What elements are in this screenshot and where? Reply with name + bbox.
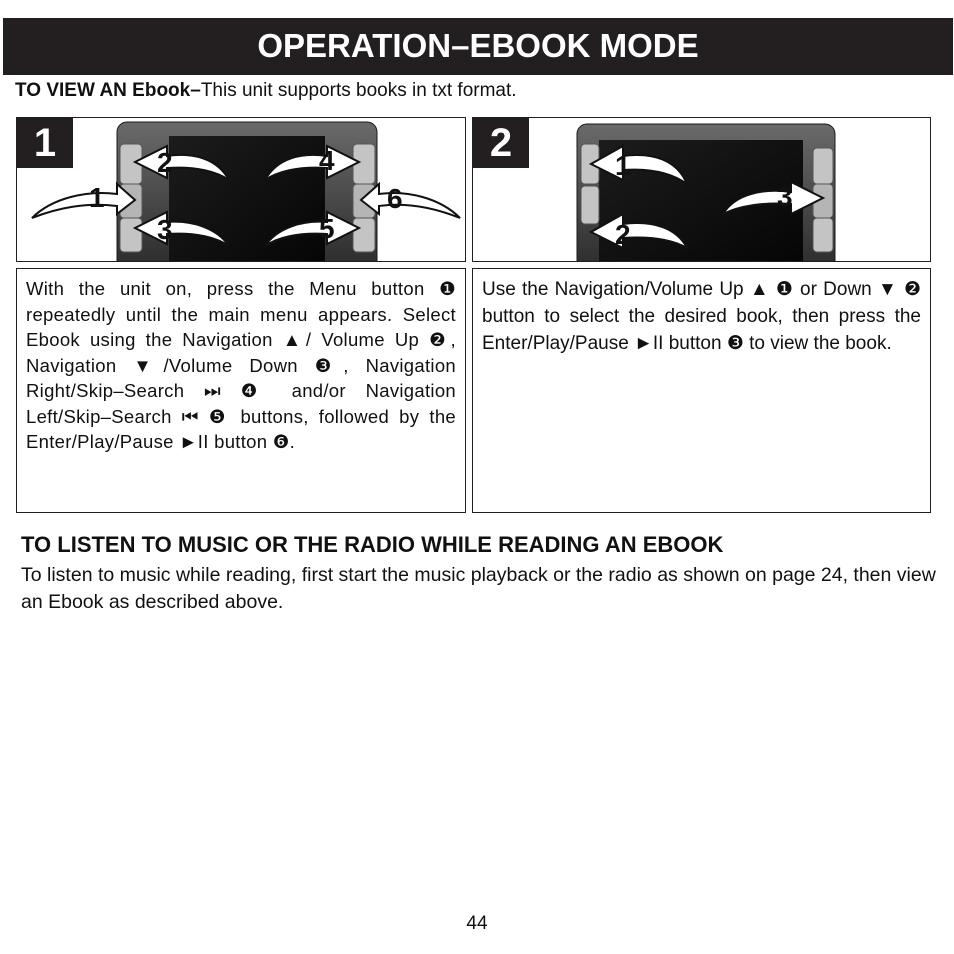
arrow-label: 1 bbox=[89, 182, 105, 213]
arrow-label: 4 bbox=[319, 145, 335, 176]
step-2-description: Use the Navigation/Volume Up ▲ ❶ or Down ▼ ❷ button to select the desired book, then press the Enter/Play/Pause ►II button ❸ to view the book. bbox=[482, 279, 921, 354]
arrow-label: 1 bbox=[615, 150, 631, 181]
step-1-description-box bbox=[16, 268, 466, 513]
intro-line bbox=[15, 80, 517, 102]
right-button-top bbox=[813, 148, 833, 184]
intro-text: This unit supports books in txt format. bbox=[200, 80, 517, 101]
right-button-bot bbox=[353, 218, 375, 252]
step-2-illustration bbox=[472, 117, 931, 262]
arrow-label: 6 bbox=[387, 183, 403, 214]
left-button-bot bbox=[581, 186, 599, 224]
page-title-bar bbox=[3, 18, 953, 75]
step-number: 2 bbox=[473, 118, 529, 168]
step-number: 1 bbox=[17, 118, 73, 168]
step-1-illustration bbox=[16, 117, 466, 262]
arrow-label: 3 bbox=[777, 181, 793, 212]
device-illustration-1 bbox=[17, 118, 465, 261]
page-title: OPERATION–EBOOK MODE bbox=[257, 27, 699, 64]
step-2-description-box bbox=[472, 268, 931, 513]
left-button-bot bbox=[120, 218, 142, 252]
intro-heading: TO VIEW AN Ebook– bbox=[15, 80, 201, 101]
device-illustration-2 bbox=[473, 118, 930, 261]
arrow-label: 3 bbox=[157, 214, 173, 245]
arrow-label: 2 bbox=[157, 147, 173, 178]
section-body: To listen to music while reading, first start the music playback or the radio as shown on page 24, then view an Ebook as described above. bbox=[21, 564, 936, 613]
right-button-bot bbox=[813, 218, 833, 252]
section-heading: TO LISTEN TO MUSIC OR THE RADIO WHILE READING AN EBOOK bbox=[21, 532, 724, 557]
page-number: 44 bbox=[466, 913, 488, 934]
arrow-label: 2 bbox=[615, 219, 631, 250]
step-1-description: With the unit on, press the Menu button ❶ repeatedly until the main menu appears. Select Ebook using the Navigation ▲/ Volume Up ❷, Navigation ▼/Volume Down ❸, Navigation Right/Skip–Search ⏭ ❹ and/or Navigation Left/Skip–Search ⏮ ❺ buttons, followed by the Enter/Play/Pause ►II button ❻. bbox=[26, 278, 456, 452]
arrow-label: 5 bbox=[319, 213, 335, 244]
